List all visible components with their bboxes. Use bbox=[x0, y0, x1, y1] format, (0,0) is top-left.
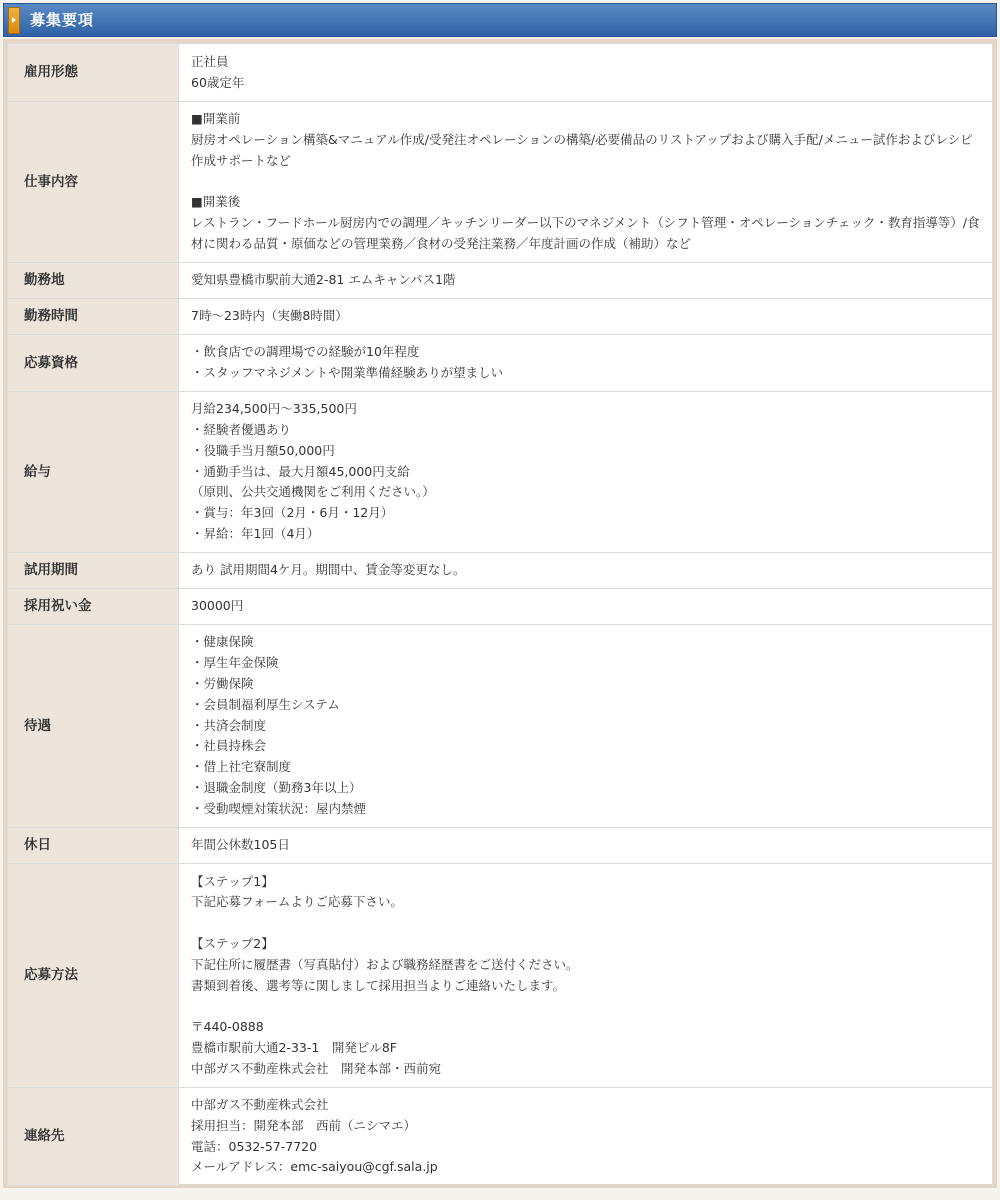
value-line: ■開業後 bbox=[191, 194, 241, 210]
row-label: 勤務時間 bbox=[8, 299, 179, 335]
table-row bbox=[8, 392, 993, 553]
row-label: 勤務地 bbox=[8, 263, 179, 299]
value-line: あり 試用期間4ケ月。期間中、賃金等変更なし。 bbox=[191, 562, 466, 578]
value-line: 【ステップ2】 bbox=[191, 935, 274, 951]
row-label: 試用期間 bbox=[8, 553, 179, 589]
section-header bbox=[3, 3, 997, 37]
row-value bbox=[179, 625, 993, 828]
table-row bbox=[8, 263, 993, 299]
value-line: 電話：0532-57-7720 bbox=[191, 1138, 318, 1154]
value-line: ・借上社宅寮制度 bbox=[191, 759, 292, 775]
value-line bbox=[191, 913, 982, 934]
row-label: 採用祝い金 bbox=[8, 589, 179, 625]
table-row bbox=[8, 828, 993, 864]
table-row bbox=[8, 299, 993, 335]
value-line: 年間公休数105日 bbox=[191, 837, 290, 853]
value-line: 〒440-0888 bbox=[191, 1019, 264, 1035]
row-label: 応募資格 bbox=[8, 335, 179, 392]
value-line: 愛知県豊橋市駅前大通2-81 エムキャンパス1階 bbox=[191, 272, 456, 288]
table-row bbox=[8, 864, 993, 1088]
value-line: ・会員制福利厚生システム bbox=[191, 696, 340, 712]
value-line: ■開業前 bbox=[191, 111, 241, 127]
value-line: ・受動喫煙対策状況：屋内禁煙 bbox=[191, 800, 367, 816]
row-label: 給与 bbox=[8, 392, 179, 553]
value-line: 中部ガス不動産株式会社 開発本部・西前宛 bbox=[191, 1060, 442, 1076]
recruitment-table-container bbox=[3, 39, 997, 1188]
value-line: ・通勤手当は、最大月額45,000円支給 bbox=[191, 463, 410, 479]
value-line: 下記住所に履歴書（写真貼付）および職務経歴書をご送付ください。 bbox=[191, 956, 579, 972]
table-row bbox=[8, 1088, 993, 1186]
value-line: ・健康保険 bbox=[191, 634, 254, 650]
value-line: 採用担当：開発本部 西前（ニシマエ） bbox=[191, 1117, 417, 1133]
row-label: 応募方法 bbox=[8, 864, 179, 1088]
value-line: メールアドレス：emc-saiyou@cgf.sala.jp bbox=[191, 1159, 438, 1175]
row-value bbox=[179, 392, 993, 553]
value-line: ・厚生年金保険 bbox=[191, 655, 279, 671]
row-label: 雇用形態 bbox=[8, 44, 179, 102]
row-value bbox=[179, 828, 993, 864]
value-line: レストラン・フードホール厨房内での調理／キッチンリーダー以下のマネジメント（シフト管理・オペレーションチェック・教育指導等）/食材に関わる品質・原価などの管理業務／食材の受発注業務／年度計画の作成（補助）など bbox=[191, 215, 980, 251]
value-line: 30000円 bbox=[191, 598, 244, 614]
value-line: ・共済会制度 bbox=[191, 717, 267, 733]
recruitment-table bbox=[7, 43, 993, 1186]
value-line: 【ステップ1】 bbox=[191, 873, 274, 889]
value-line bbox=[191, 172, 982, 193]
value-line: ・飲食店での調理場での経験が10年程度 bbox=[191, 344, 420, 360]
row-value bbox=[179, 553, 993, 589]
value-line: 正社員 bbox=[191, 53, 229, 69]
row-value bbox=[179, 263, 993, 299]
value-line: 豊橋市駅前大通2-33-1 開発ビル8F bbox=[191, 1039, 397, 1055]
value-line: ・経験者優遇あり bbox=[191, 422, 292, 437]
value-line: 中部ガス不動産株式会社 bbox=[191, 1097, 329, 1112]
row-value bbox=[179, 102, 993, 263]
value-line: ・スタッフマネジメントや開業準備経験ありが望ましい bbox=[191, 365, 504, 380]
value-line: ・昇給：年1回（4月） bbox=[191, 525, 320, 541]
value-line: ・賞与：年3回（2月・6月・12月） bbox=[191, 505, 394, 521]
row-label: 仕事内容 bbox=[8, 102, 179, 263]
row-value bbox=[179, 335, 993, 392]
row-value bbox=[179, 1088, 993, 1186]
value-line: 7時～23時内（実働8時間） bbox=[191, 308, 348, 324]
arrow-marker-icon bbox=[8, 7, 20, 34]
value-line: 下記応募フォームよりご応募下さい。 bbox=[191, 894, 403, 910]
row-value bbox=[179, 299, 993, 335]
value-line: 厨房オペレーション構築&マニュアル作成/受発注オペレーションの構築/必要備品のリストアップおよび購入手配/メニュー試作およびレシピ作成サポートなど bbox=[191, 132, 973, 168]
table-row bbox=[8, 589, 993, 625]
table-row bbox=[8, 102, 993, 263]
row-value bbox=[179, 589, 993, 625]
section-title: 募集要項 bbox=[30, 11, 95, 29]
table-row bbox=[8, 335, 993, 392]
row-value bbox=[179, 864, 993, 1088]
table-row bbox=[8, 625, 993, 828]
value-line: ・役職手当月額50,000円 bbox=[191, 442, 335, 458]
value-line: ・労働保険 bbox=[191, 676, 254, 691]
row-label: 休日 bbox=[8, 828, 179, 864]
value-line bbox=[191, 996, 982, 1017]
row-label: 待遇 bbox=[8, 625, 179, 828]
value-line: ・社員持株会 bbox=[191, 738, 267, 754]
row-label: 連絡先 bbox=[8, 1088, 179, 1186]
value-line: 書類到着後、選考等に関しまして採用担当よりご連絡いたします。 bbox=[191, 977, 566, 993]
value-line: （原則、公共交通機関をご利用ください。） bbox=[191, 484, 435, 500]
value-line: ・退職金制度（勤務3年以上） bbox=[191, 779, 362, 795]
value-line: 60歳定年 bbox=[191, 74, 245, 90]
value-line: 月給234,500円～335,500円 bbox=[191, 401, 357, 417]
row-value bbox=[179, 44, 993, 102]
table-row bbox=[8, 44, 993, 102]
table-row bbox=[8, 553, 993, 589]
